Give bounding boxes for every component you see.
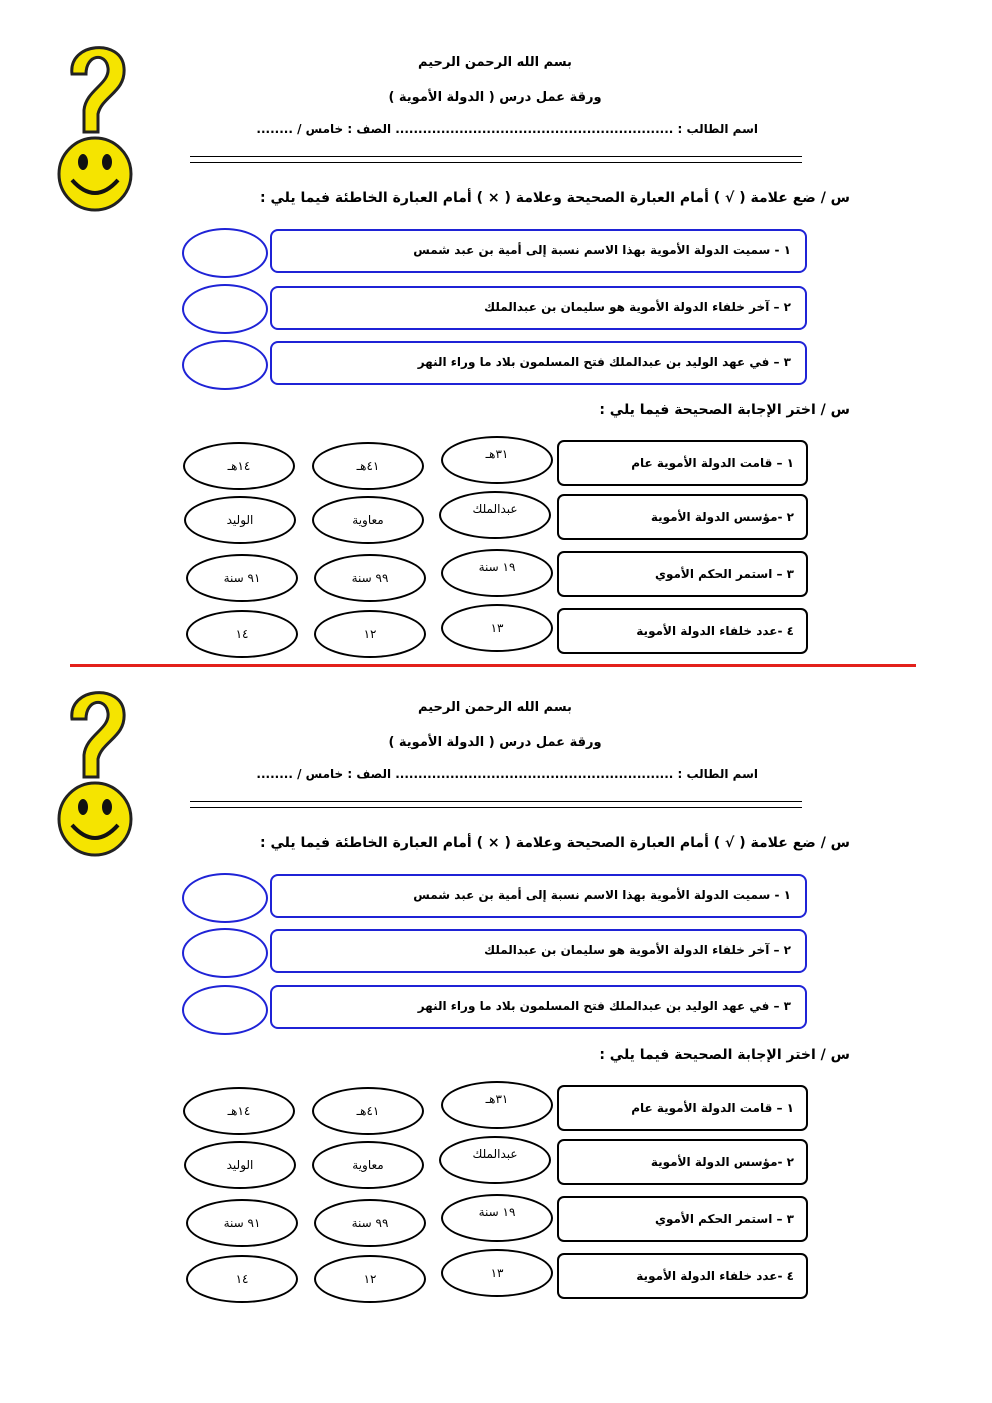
mcq-question-text: ٣ – استمر الحكم الأموي xyxy=(654,1212,794,1226)
statement-box xyxy=(270,341,807,385)
mcq-option[interactable]: ٣١هـ xyxy=(441,1081,553,1129)
statement-box xyxy=(270,286,807,330)
statement-box xyxy=(270,229,807,273)
mcq-option[interactable]: ٩١ سنة xyxy=(186,554,298,602)
mcq-option[interactable]: ٩٩ سنة xyxy=(314,1199,426,1247)
mcq-option[interactable]: ١٢ xyxy=(314,1255,426,1303)
mcq-option[interactable]: ١٢ xyxy=(314,610,426,658)
worksheet-top xyxy=(0,0,992,640)
answer-circle[interactable] xyxy=(182,340,268,390)
mcq-option[interactable]: ٩٩ سنة xyxy=(314,554,426,602)
mcq-question-text: ٤ -عدد خلفاء الدولة الأموية xyxy=(636,1269,794,1283)
worksheet-bottom xyxy=(0,645,992,1285)
mcq-option[interactable]: معاوية xyxy=(312,496,424,544)
question-true-false: س / ضع علامة ( √ ) أمام العبارة الصحيحة وعلامة ( × ) أمام العبارة الخاطئة فيما يلي : xyxy=(260,190,850,206)
mcq-option[interactable]: ١٤هـ xyxy=(183,1087,295,1135)
mcq-question-text: ١ – قامت الدولة الأموية عام xyxy=(631,1101,794,1115)
mcq-question-box xyxy=(557,1139,808,1185)
worksheet-title: ورقة عمل درس ( الدولة الأموية ) xyxy=(388,735,602,750)
separator-line xyxy=(190,156,802,163)
question-multiple-choice: س / اختر الإجابة الصحيحة فيما يلي : xyxy=(599,1047,850,1063)
student-info-line[interactable]: اسم الطالب : ............................................................. الصف : خامس / ........ xyxy=(256,122,758,136)
basmala: بسم الله الرحمن الرحيم xyxy=(418,55,572,70)
mcq-option[interactable]: ١٩ سنة xyxy=(441,549,553,597)
mcq-question-text: ١ – قامت الدولة الأموية عام xyxy=(631,456,794,470)
statement-text: ٣ – في عهد الوليد بن عبدالملك فتح المسلمون بلاد ما وراء النهر xyxy=(417,355,791,369)
mcq-question-text: ٤ -عدد خلفاء الدولة الأموية xyxy=(636,624,794,638)
mcq-question-box xyxy=(557,494,808,540)
mcq-question-box xyxy=(557,1085,808,1131)
mcq-question-box xyxy=(557,440,808,486)
mcq-option[interactable]: ١٤ xyxy=(186,1255,298,1303)
statement-text: ٣ – في عهد الوليد بن عبدالملك فتح المسلمون بلاد ما وراء النهر xyxy=(417,999,791,1013)
statement-text: ١ - سميت الدولة الأموية بهذا الاسم نسبة إلى أمية بن عبد شمس xyxy=(413,243,791,257)
worksheet-title: ورقة عمل درس ( الدولة الأموية ) xyxy=(388,90,602,105)
mcq-option[interactable]: ٩١ سنة xyxy=(186,1199,298,1247)
mcq-option[interactable]: ٣١هـ xyxy=(441,436,553,484)
statement-box xyxy=(270,985,807,1029)
mcq-option[interactable]: عبدالملك xyxy=(439,1136,551,1184)
student-info-line[interactable]: اسم الطالب : ............................................................. الصف : خامس / ........ xyxy=(256,767,758,781)
mcq-option[interactable]: معاوية xyxy=(312,1141,424,1189)
mcq-question-text: ٣ – استمر الحكم الأموي xyxy=(654,567,794,581)
question-smiley-icon xyxy=(50,34,140,214)
mcq-option[interactable]: الوليد xyxy=(184,1141,296,1189)
mcq-option[interactable]: ١٤ xyxy=(186,610,298,658)
mcq-option[interactable]: ١٣ xyxy=(441,604,553,652)
statement-box xyxy=(270,874,807,918)
answer-circle[interactable] xyxy=(182,228,268,278)
mcq-question-text: ٢ -مؤسس الدولة الأموية xyxy=(650,510,794,524)
mcq-question-box xyxy=(557,1196,808,1242)
mcq-question-box xyxy=(557,1253,808,1299)
separator-line xyxy=(190,801,802,808)
mcq-option[interactable]: ١٩ سنة xyxy=(441,1194,553,1242)
question-multiple-choice: س / اختر الإجابة الصحيحة فيما يلي : xyxy=(599,402,850,418)
question-true-false: س / ضع علامة ( √ ) أمام العبارة الصحيحة وعلامة ( × ) أمام العبارة الخاطئة فيما يلي : xyxy=(260,835,850,851)
mcq-question-box xyxy=(557,551,808,597)
mcq-option[interactable]: ١٣ xyxy=(441,1249,553,1297)
mcq-option[interactable]: ١٤هـ xyxy=(183,442,295,490)
statement-text: ٢ – آخر خلفاء الدولة الأموية هو سليمان بن عبدالملك xyxy=(484,943,791,957)
mcq-option[interactable]: عبدالملك xyxy=(439,491,551,539)
answer-circle[interactable] xyxy=(182,928,268,978)
mcq-option[interactable]: ٤١هـ xyxy=(312,1087,424,1135)
mcq-option[interactable]: ٤١هـ xyxy=(312,442,424,490)
statement-text: ٢ – آخر خلفاء الدولة الأموية هو سليمان بن عبدالملك xyxy=(484,300,791,314)
question-smiley-icon xyxy=(50,679,140,859)
mcq-question-text: ٢ -مؤسس الدولة الأموية xyxy=(650,1155,794,1169)
statement-box xyxy=(270,929,807,973)
basmala: بسم الله الرحمن الرحيم xyxy=(418,700,572,715)
statement-text: ١ - سميت الدولة الأموية بهذا الاسم نسبة إلى أمية بن عبد شمس xyxy=(413,888,791,902)
mcq-option[interactable]: الوليد xyxy=(184,496,296,544)
answer-circle[interactable] xyxy=(182,985,268,1035)
answer-circle[interactable] xyxy=(182,873,268,923)
answer-circle[interactable] xyxy=(182,284,268,334)
